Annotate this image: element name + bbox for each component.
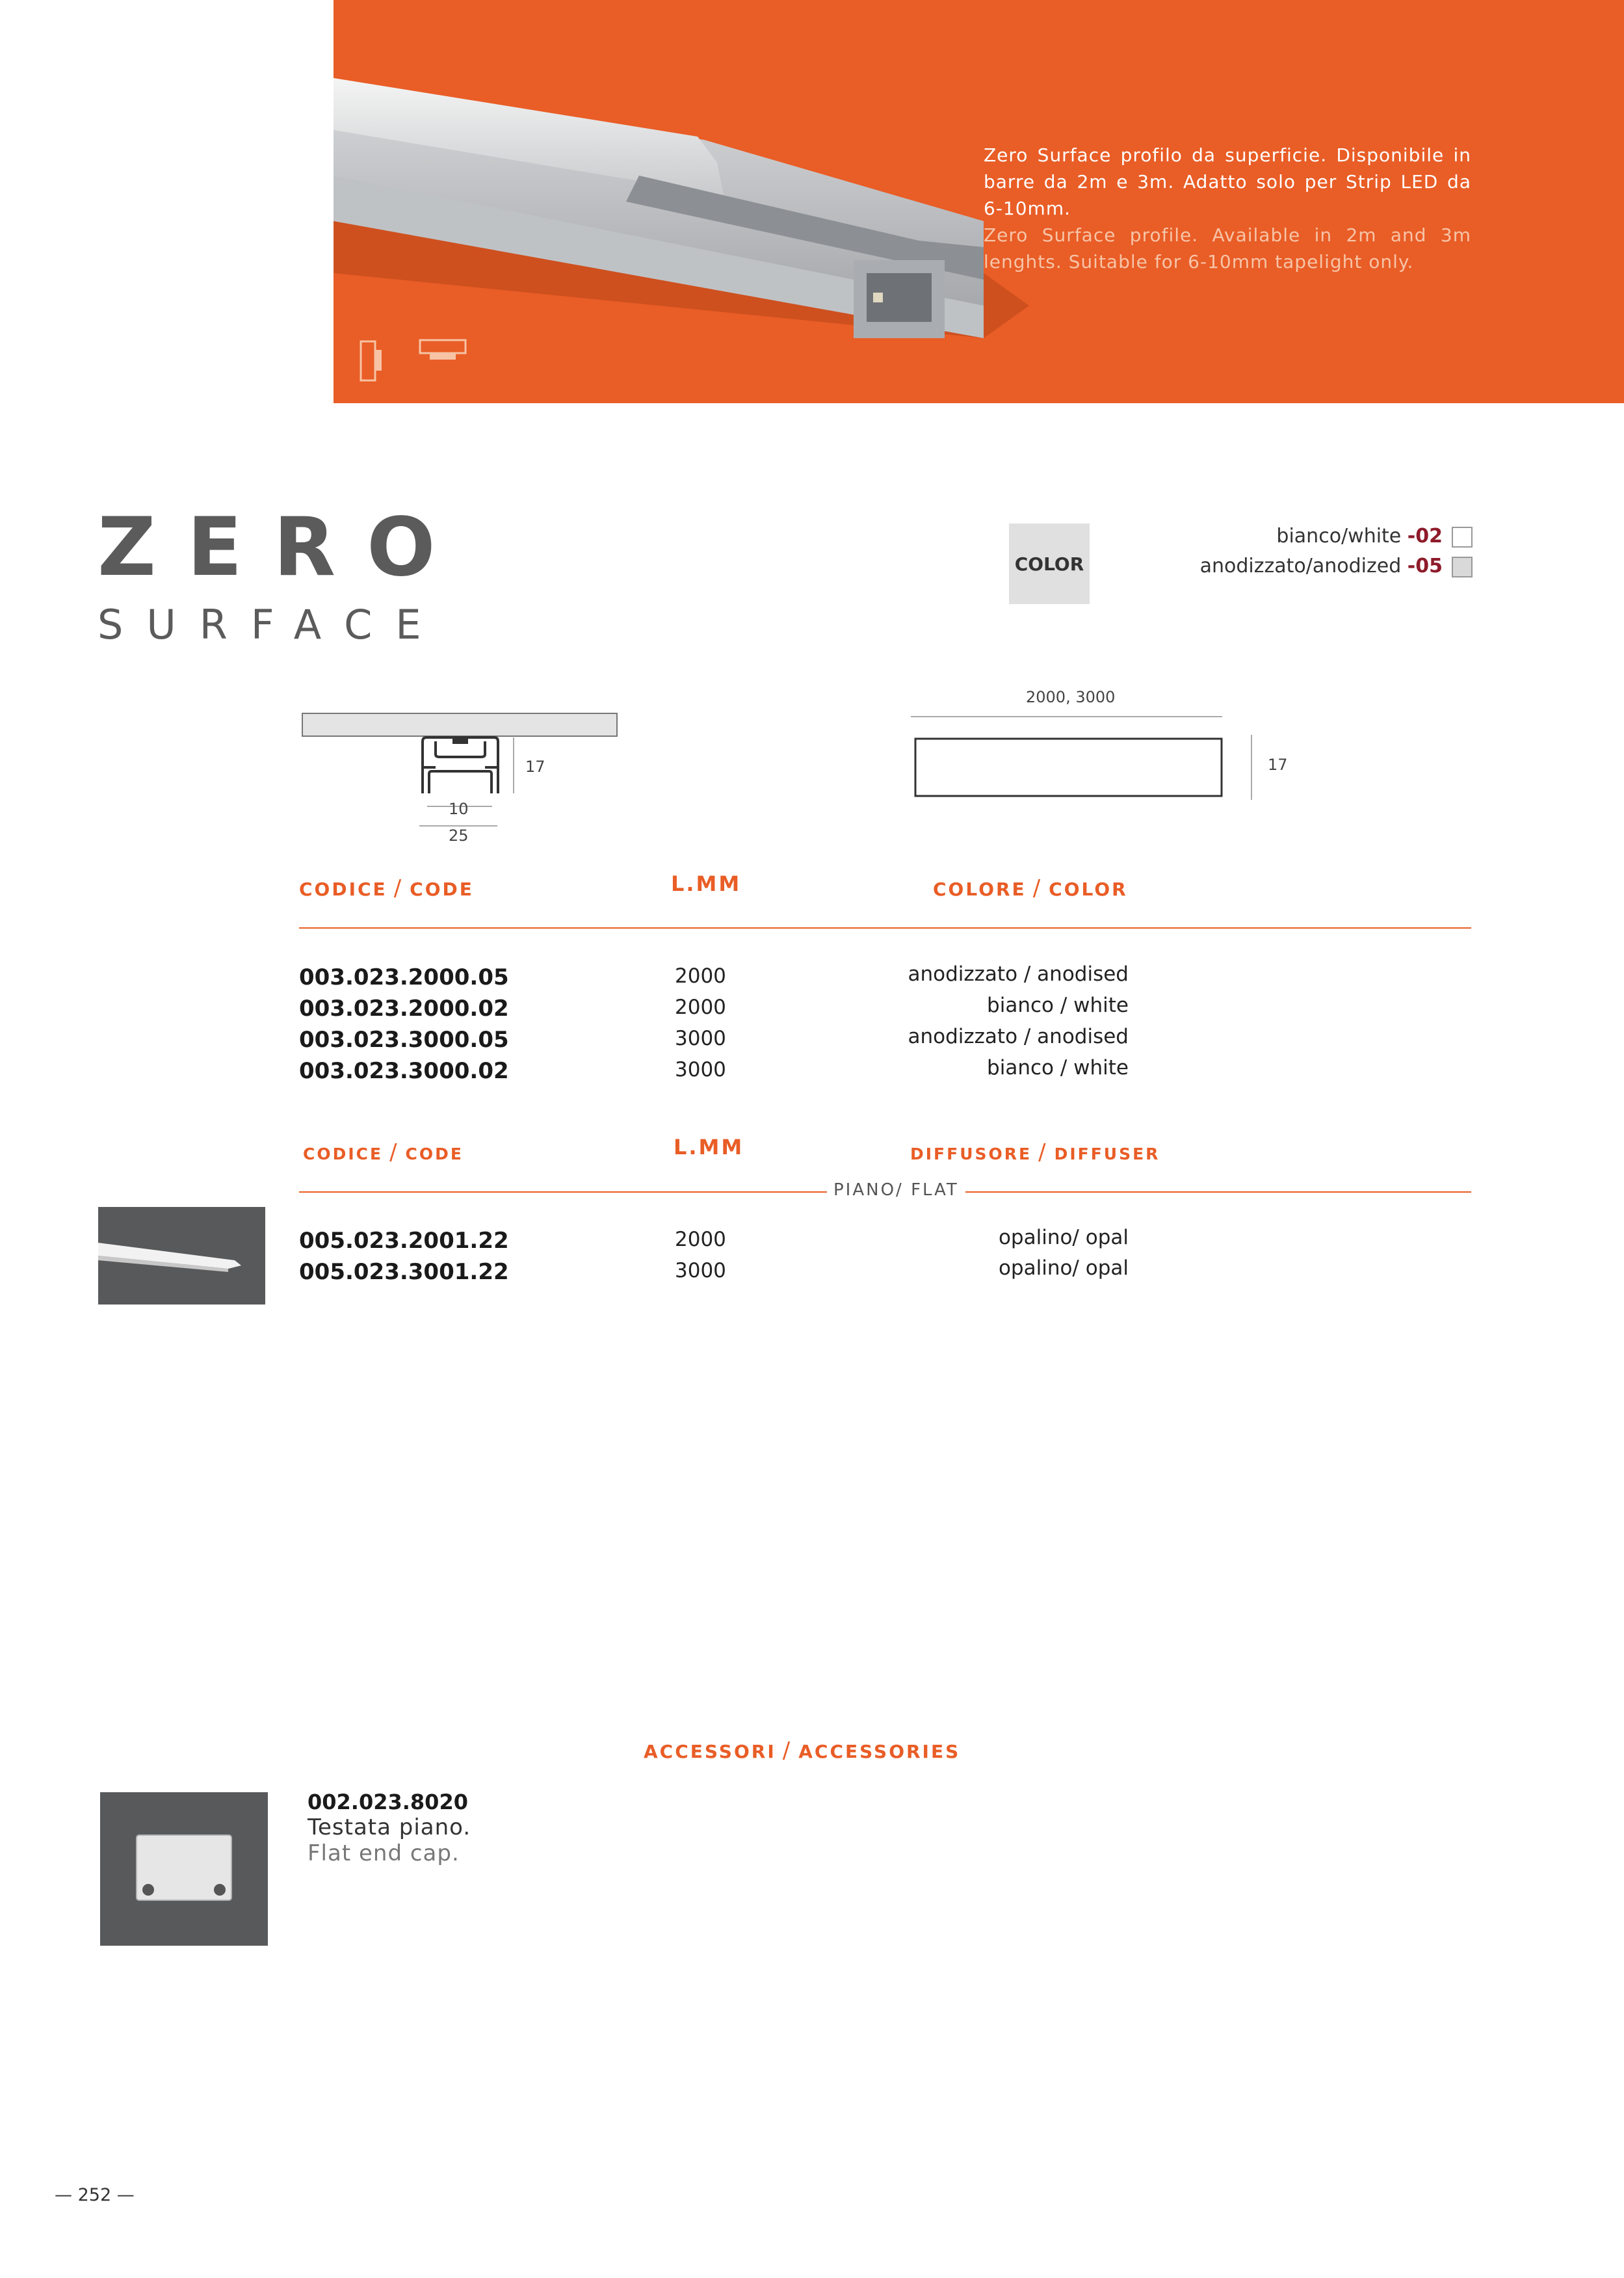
- color-option-anodized: [1200, 555, 1473, 577]
- table-row-code: 003.023.2000.05: [299, 964, 509, 990]
- header-color: COLORE / COLOR: [933, 875, 1128, 901]
- accessories-heading-en: ACCESSORIES: [798, 1741, 961, 1762]
- page-number: — 252 —: [55, 2185, 135, 2205]
- diffuser-row-code: 005.023.3001.22: [299, 1259, 509, 1285]
- header-length: L.MM: [671, 871, 742, 896]
- diffuser-row-type: opalino/ opal: [998, 1256, 1129, 1280]
- table-row-length: 3000: [675, 1027, 726, 1050]
- diffuser-header-length: L.MM: [674, 1135, 744, 1159]
- product-title: ZERO: [98, 501, 467, 594]
- diffuser-header-code-it: CODICE: [303, 1145, 384, 1163]
- product-subtitle: SURFACE: [98, 601, 445, 648]
- diffuser-row-type: opalino/ opal: [998, 1226, 1129, 1249]
- table-row-color: anodizzato / anodised: [908, 962, 1129, 986]
- diffuser-header-code-en: CODE: [405, 1145, 464, 1163]
- color-option-name: anodizzato/anodized: [1199, 555, 1408, 577]
- color-label-box: [1009, 523, 1090, 604]
- side-view-drawing: [907, 709, 1271, 803]
- header-color-en: COLOR: [1049, 879, 1128, 900]
- table-row-code: 003.023.3000.05: [299, 1027, 509, 1053]
- height-dimension: 17: [525, 758, 545, 776]
- white-swatch-icon: [1452, 527, 1473, 548]
- table-row-code: 003.023.3000.02: [299, 1058, 509, 1084]
- accessories-heading-it: ACCESSORI: [644, 1741, 776, 1762]
- diffuser-row-length: 2000: [675, 1228, 726, 1251]
- color-option-code: -05: [1407, 555, 1443, 577]
- color-option-name: bianco/white: [1276, 525, 1408, 548]
- table-row-color: anodizzato / anodised: [908, 1025, 1129, 1048]
- length-dimension: 2000, 3000: [1026, 688, 1116, 706]
- table-row-length: 2000: [675, 996, 726, 1019]
- color-option-white: [1276, 525, 1473, 548]
- accessory-code: 002.023.8020: [308, 1790, 468, 1814]
- side-height-dimension: 17: [1268, 756, 1288, 774]
- outer-width-dimension: 25: [449, 827, 469, 845]
- accessories-heading: ACCESSORI / ACCESSORIES: [644, 1738, 961, 1764]
- diffuser-row-length: 3000: [675, 1259, 726, 1282]
- color-label: COLOR: [1014, 553, 1084, 575]
- header-code: CODICE / CODE: [299, 875, 474, 901]
- color-option-code: -02: [1407, 525, 1443, 548]
- diffuser-row-code: 005.023.2001.22: [299, 1228, 509, 1254]
- diffuser-header-code: CODICE / CODE: [303, 1139, 464, 1165]
- header-code-en: CODE: [410, 879, 474, 900]
- accessory-name-italian: Testata piano.: [308, 1814, 471, 1840]
- header-code-it: CODICE: [299, 879, 387, 900]
- diffuser-header-diffuser: DIFFUSORE / DIFFUSER: [910, 1139, 1160, 1165]
- diffuser-header-diff-it: DIFFUSORE: [910, 1145, 1032, 1163]
- table-row-length: 2000: [675, 964, 726, 988]
- table-row-length: 3000: [675, 1058, 726, 1081]
- wall-mount-icon: [360, 338, 386, 384]
- end-cap-image: [100, 1792, 268, 1946]
- hero-banner: [334, 0, 1624, 403]
- diffuser-thumbnail: [98, 1207, 265, 1305]
- accessory-thumbnail: [100, 1792, 268, 1946]
- diffuser-section-label: PIANO/ FLAT: [827, 1180, 965, 1200]
- table-row-code: 003.023.2000.02: [299, 996, 509, 1022]
- description-english: Zero Surface profile. Available in 2m and 3m lenghts. Suitable for 6-10mm tapelight only.: [984, 224, 1471, 272]
- anodized-swatch-icon: [1452, 557, 1473, 577]
- inner-width-dimension: 10: [449, 800, 469, 818]
- header-color-it: COLORE: [933, 879, 1027, 900]
- table-row-color: bianco / white: [987, 994, 1129, 1017]
- description-italian: Zero Surface profilo da superficie. Disponibile in barre da 2m e 3m. Adatto solo per Strip LED da 6-10mm.: [984, 144, 1471, 219]
- diffuser-header-diff-en: DIFFUSER: [1054, 1145, 1160, 1163]
- flat-diffuser-image: [98, 1207, 265, 1305]
- table-divider: [299, 927, 1471, 929]
- hero-description: [984, 142, 1471, 275]
- table-row-color: bianco / white: [987, 1056, 1129, 1079]
- ceiling-mount-icon: [418, 338, 470, 364]
- accessory-name-english: Flat end cap.: [308, 1840, 460, 1866]
